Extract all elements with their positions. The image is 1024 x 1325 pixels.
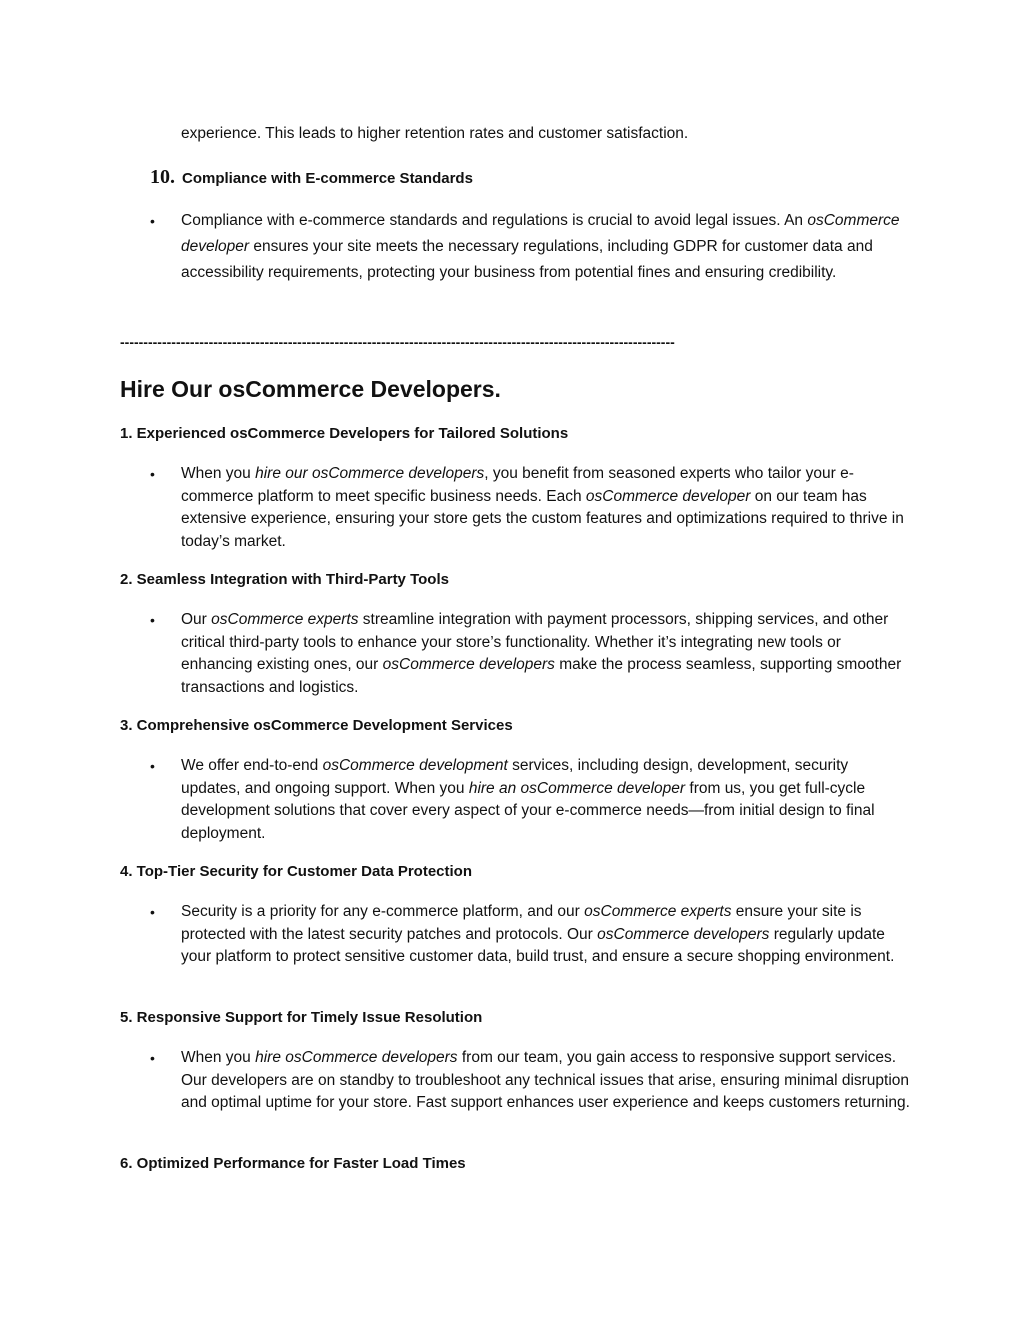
section-5-heading: 5. Responsive Support for Timely Issue Resolution xyxy=(120,1009,483,1026)
section-5-bullet xyxy=(150,1047,910,1115)
bullet-icon: • xyxy=(150,758,155,774)
intro-continuation: experience. This leads to higher retention rates and customer satisfaction. xyxy=(181,125,689,142)
section-4-bullet xyxy=(150,901,910,969)
section-1-bullet xyxy=(150,463,910,553)
bullet-icon: • xyxy=(150,904,155,920)
item-10-number: 10. xyxy=(150,166,175,188)
section-5-text: When you hire osCommerce developers from our team, you gain access to responsive support services. Our developers are on standby to troubleshoot any technical issues that arise, ensuring minimal disruption and optimal uptime for your store. Fast support enhances user experience and keeps customers returning. xyxy=(181,1049,910,1112)
section-2-heading: 2. Seamless Integration with Third-Party Tools xyxy=(120,571,449,588)
section-1-text: When you hire our osCommerce developers, you benefit from seasoned experts who tailor your e-commerce platform to meet specific business needs. Each osCommerce developer on our team has extensive experience, ensuring your store gets the custom features and optimizations required to thrive in today’s market. xyxy=(181,465,904,550)
section-3-text: We offer end-to-end osCommerce development services, including design, development, security updates, and ongoing support. When you hire an osCommerce developer from us, you get full-cycle development solutions that cover every aspect of your e-commerce needs—from initial design to final deployment. xyxy=(181,757,875,842)
section-2-text: Our osCommerce experts streamline integration with payment processors, shipping services, and other critical third-party tools to enhance your store’s functionality. Whether it’s integrating new tools or enhancing existing ones, our osCommerce developers make the process seamless, supporting smoother transactions and logistics. xyxy=(181,611,902,696)
section-4-heading: 4. Top-Tier Security for Customer Data Protection xyxy=(120,863,473,880)
section-1-heading: 1. Experienced osCommerce Developers for Tailored Solutions xyxy=(120,425,569,442)
item-10-bullet xyxy=(150,208,910,286)
section-title: Hire Our osCommerce Developers. xyxy=(120,376,501,402)
item-10-title: Compliance with E-commerce Standards xyxy=(182,170,473,187)
section-6-heading: 6. Optimized Performance for Faster Load Times xyxy=(120,1155,466,1172)
section-2-bullet xyxy=(150,609,910,699)
bullet-icon: • xyxy=(150,213,155,229)
bullet-icon: • xyxy=(150,466,155,482)
section-3-bullet xyxy=(150,755,910,845)
section-4-text: Security is a priority for any e-commerce platform, and our osCommerce experts ensure your site is protected with the latest security patches and protocols. Our osCommerce developers regularly update your platform to protect sensitive customer data, build trust, and ensure a secure shopping environment. xyxy=(181,903,895,966)
item-10-bullet-text: Compliance with e-commerce standards and regulations is crucial to avoid legal issues. An osCommerce developer ensures your site meets the necessary regulations, including GDPR for customer data and accessibility requirements, protecting your business from potential fines and ensuring credibility. xyxy=(181,212,900,281)
bullet-icon: • xyxy=(150,1050,155,1066)
separator-line: ----------------------------------------------------------------------------------------------------------------------- xyxy=(120,334,675,350)
item-10-heading xyxy=(150,166,473,189)
bullet-icon: • xyxy=(150,612,155,628)
section-3-heading: 3. Comprehensive osCommerce Development Services xyxy=(120,717,513,734)
